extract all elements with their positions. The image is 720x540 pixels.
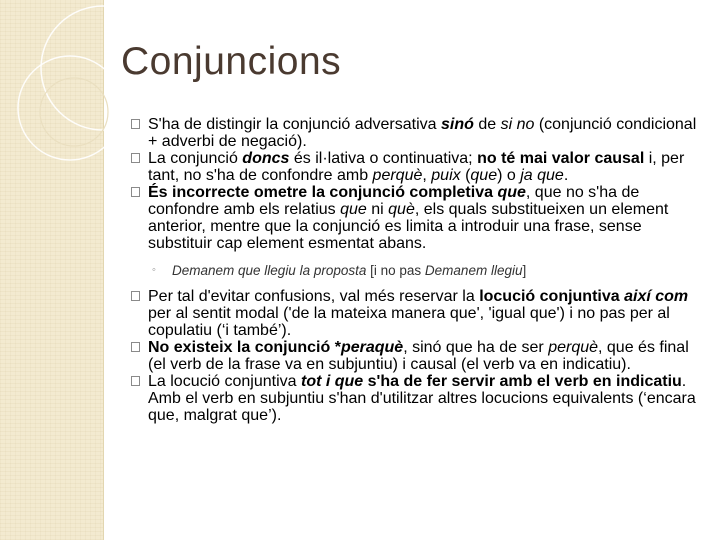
text-segment: que	[470, 167, 498, 184]
text-segment: La locució conjuntiva	[148, 373, 301, 390]
text-segment: és il·lativa o continuativa;	[289, 150, 478, 167]
text-segment: que	[497, 184, 526, 201]
text-segment: Per tal d'evitar confusions, val més reservar la	[148, 288, 480, 305]
text-segment: (	[460, 167, 471, 184]
text-segment: tot i que	[300, 373, 364, 390]
text-segment: per al sentit modal ('de la mateixa manera que', 'igual que') i no pas per al copulatiu (‘i també’).	[148, 305, 670, 339]
text-segment: , que no s'ha de confondre amb els relatius	[148, 184, 640, 218]
square-bullet-icon	[131, 342, 140, 352]
text-segment: .	[563, 167, 569, 184]
text-segment: [i no pas	[366, 263, 425, 278]
text-segment: peraquè	[340, 339, 404, 356]
text-segment: Demanem llegiu	[424, 263, 523, 278]
list-item	[148, 116, 708, 150]
square-bullet-icon	[131, 376, 140, 386]
list-item	[148, 288, 708, 339]
text-segment: , els quals substitueixen un element anterior, mentre que la conjunció es limita a introduir una frase, sense substituir cap element esmentat abans.	[148, 201, 669, 252]
text-segment: així com	[624, 288, 689, 305]
text-segment: perquè	[372, 167, 423, 184]
square-bullet-icon	[131, 291, 140, 301]
list-item	[148, 373, 708, 424]
text-segment: Demanem que llegiu la proposta	[172, 263, 367, 278]
circle-bullet-icon: ◦	[152, 264, 156, 276]
slide-title: Conjuncions	[121, 40, 342, 83]
square-bullet-icon	[131, 187, 140, 197]
text-segment: . Amb el verb en subjuntiu s'han d'utilitzar altres locucions equivalents (‘encara que, malgrat que’).	[148, 373, 696, 424]
text-segment: És incorrecte ometre la conjunció completiva	[148, 184, 498, 201]
text-segment: ) o	[497, 167, 521, 184]
text-segment: si no	[500, 116, 535, 133]
text-segment: ]	[522, 263, 527, 278]
text-segment: ,	[422, 167, 432, 184]
text-segment: sinó	[441, 116, 474, 133]
list-item	[148, 150, 708, 184]
list-item	[148, 184, 708, 252]
text-segment: No existeix la conjunció *	[148, 339, 341, 356]
text-segment: puix	[431, 167, 461, 184]
text-segment: perquè	[548, 339, 599, 356]
text-segment: ni	[366, 201, 389, 218]
text-segment: què	[388, 201, 415, 218]
text-segment: La conjunció	[148, 150, 243, 167]
square-bullet-icon	[131, 119, 140, 129]
text-segment: de	[473, 116, 501, 133]
text-segment: que	[340, 201, 367, 218]
text-segment: s'ha de fer servir amb el verb en indicatiu	[363, 373, 682, 390]
text-segment: , que és final (el verb de la frase va en subjuntiu) i causal (el verb va en indicatiu).	[148, 339, 689, 373]
square-bullet-icon	[131, 153, 140, 163]
text-segment: (conjunció condicional + adverbi de negació).	[148, 116, 697, 150]
sub-list-item	[152, 262, 708, 279]
text-segment: locució conjuntiva	[479, 288, 625, 305]
sidebar-decoration	[0, 0, 103, 540]
list-item	[148, 339, 708, 373]
text-segment: doncs	[242, 150, 290, 167]
bullet-list	[148, 116, 708, 424]
text-segment: S'ha de distingir la conjunció adversativa	[148, 116, 441, 133]
sidebar-edge	[103, 0, 104, 540]
text-segment: i, per tant, no s'ha de confondre amb	[148, 150, 685, 184]
text-segment: ja que	[520, 167, 564, 184]
text-segment: no té mai valor causal	[477, 150, 645, 167]
text-segment: , sinó que ha de ser	[403, 339, 549, 356]
